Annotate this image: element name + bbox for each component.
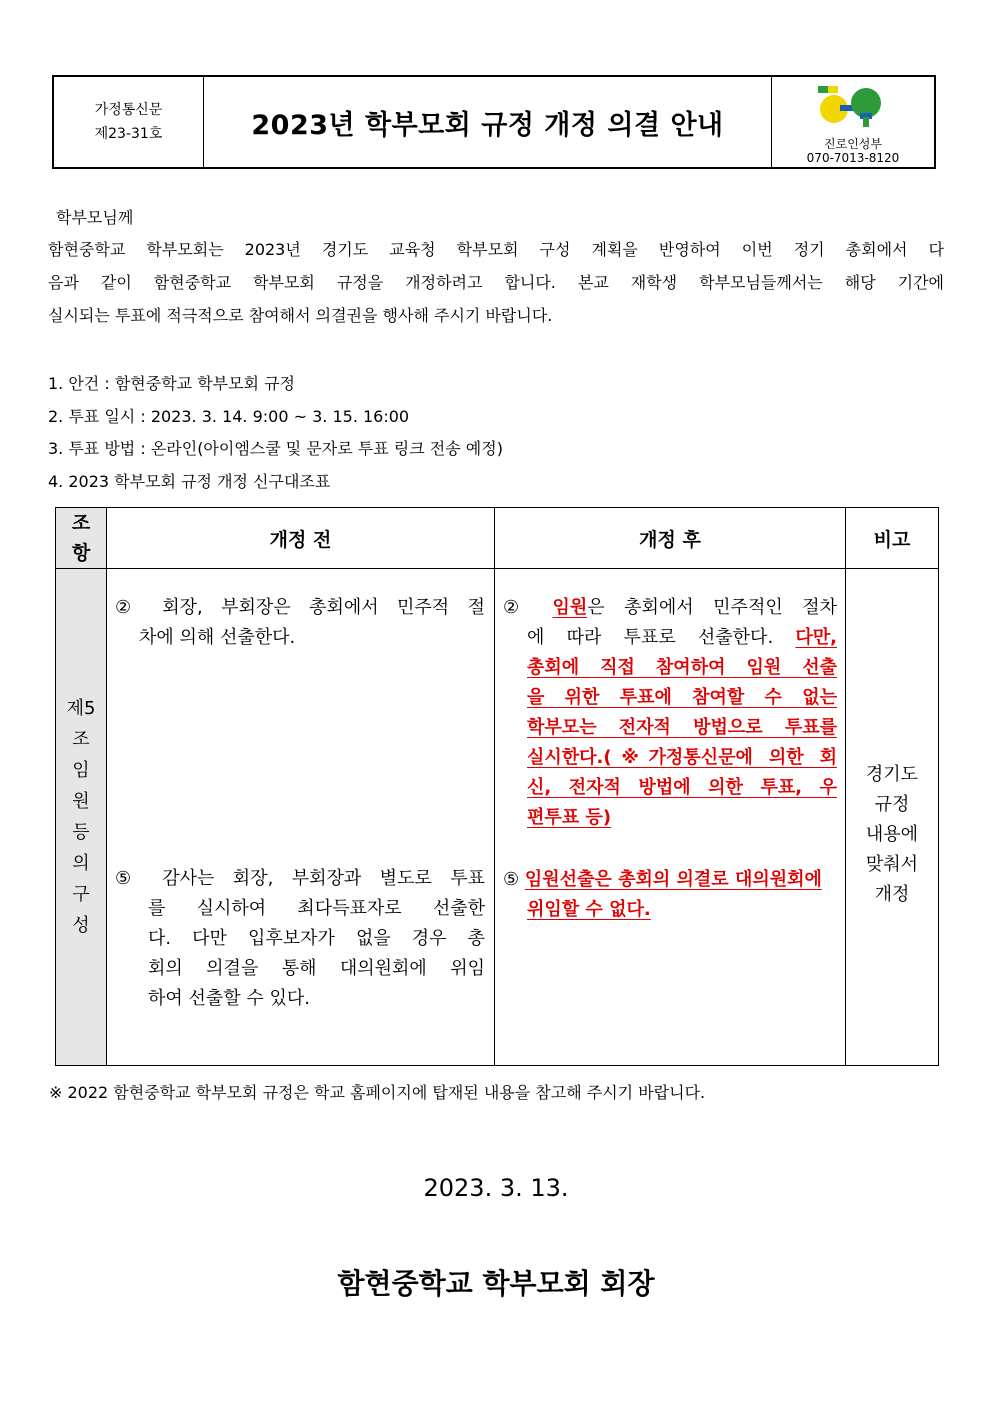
item-vote-schedule: 2. 투표 일시 : 2023. 3. 14. 9:00 ~ 3. 15. 16:00 xyxy=(48,407,410,426)
item-vote-method: 3. 투표 방법 : 온라인(아이엠스쿨 및 문자로 투표 링크 전송 예정) xyxy=(48,439,503,458)
header-before: 개정 전 xyxy=(107,508,495,569)
after-cell xyxy=(495,569,846,1066)
header-article: 조 항 xyxy=(56,508,107,569)
department-info xyxy=(771,77,934,167)
signature: 함현중학교 학부모회 회장 xyxy=(337,1267,655,1300)
before-clause-2: ② 회장, 부회장은 총회에서 민주적 절 차에 의해 선출한다. xyxy=(115,597,485,648)
issue-date: 2023. 3. 13. xyxy=(423,1174,569,1202)
table-row xyxy=(56,569,939,1066)
intro-line-3: 실시되는 투표에 적극적으로 참여해서 의결권을 행사해 주시기 바랍니다. xyxy=(48,306,553,325)
footnote: ※ 2022 함현중학교 학부모회 규정은 학교 홈페이지에 탑재된 내용을 참고해 주시기 바랍니다. xyxy=(49,1083,706,1102)
letter-header xyxy=(52,75,936,169)
after-clause-5: ⑤ 임원선출은 총회의 의결로 대의원회에 위임할 수 없다. xyxy=(503,869,822,920)
revision-table xyxy=(55,507,939,1066)
header-note: 비고 xyxy=(846,508,939,569)
table-header-row xyxy=(56,508,939,569)
article-cell: 제5 조 임 원 등 의 구 성 xyxy=(56,569,107,1066)
document-title: 2023년 학부모회 규정 개정 의결 안내 xyxy=(251,109,724,141)
after-clause-2: ② 임원은 총회에서 민주적인 절차 에 따라 투표로 선출한다. 다만, 총회에 직접 참여하여 임원 선출 을 위한 투표에 참여할 수 없는 학부모는 전자적 방법으로 투표를 실시한다.(※가정통신문에 의한 회 신, 전자적 방법에 의한 투표, 우 편투표 등) xyxy=(503,597,837,828)
school-logo-icon xyxy=(816,83,886,127)
note-cell: 경기도 규정 내용에 맞춰서 개정 xyxy=(846,569,939,1066)
before-clause-5: ⑤ 감사는 회장, 부회장과 별도로 투표 를 실시하여 최다득표자로 선출한 다. 다만 입후보자가 없을 경우 총 회의 의결을 통해 대의원회에 위임 하여 선출할 수 있다. xyxy=(115,868,485,1009)
greeting: 학부모님께 xyxy=(56,208,134,227)
issue-info xyxy=(54,77,204,167)
intro-line-1: 함현중학교 학부모회는 2023년 경기도 교육청 학부모회 구성 계획을 반영하여 이번 정기 총회에서 다 xyxy=(48,240,944,259)
item-agenda: 1. 안건 : 함현중학교 학부모회 규정 xyxy=(48,374,296,393)
item-comparison-table: 4. 2023 학부모회 규정 개정 신구대조표 xyxy=(48,472,331,491)
intro-line-2: 음과 같이 함현중학교 학부모회 규정을 개정하려고 합니다. 본교 재학생 학부모님들께서는 해당 기간에 xyxy=(48,273,944,292)
department-name: 진로인성부 xyxy=(824,137,882,151)
before-cell xyxy=(107,569,495,1066)
revised-term: 임원 xyxy=(552,597,588,618)
department-phone: 070-7013-8120 xyxy=(806,151,900,165)
header-after: 개정 후 xyxy=(495,508,846,569)
issue-type: 가정통신문 xyxy=(94,102,163,118)
issue-number: 제23-31호 xyxy=(94,126,163,142)
